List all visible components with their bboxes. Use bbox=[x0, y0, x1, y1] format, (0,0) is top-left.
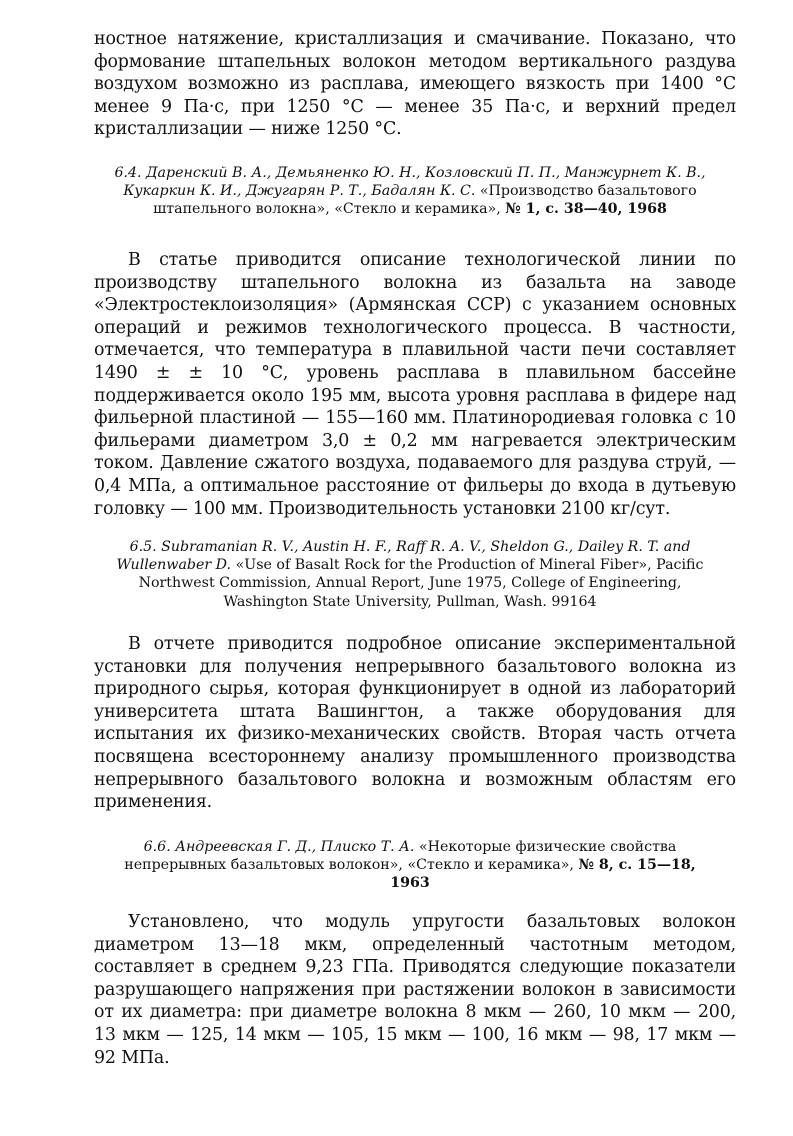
reference-authors: 6.5. Subramanian R. V., Austin H. F., Raff R. A. V., Sheldon G., Dailey R. T. and Wullenwaber D. bbox=[116, 539, 691, 574]
reference-details: № 8, с. 15—18, 1963 bbox=[390, 857, 696, 892]
paragraph-continuation: ностное натяжение, кристаллизация и смачивание. Показано, что формование штапельных волокон методом вертикального раздува воздухом возможно из расплава, имеющего вязкость при 1400 °С менее 9 Па·с, при 1250 °С — менее 35 Па·с, и верхний предел кристаллизации — ниже 1250 °С. bbox=[94, 29, 736, 140]
reference-6-5 bbox=[110, 538, 710, 611]
reference-authors: 6.4. Даренский В. А., Демьяненко Ю. Н., Козловский П. П., Манжурнет К. В., Кукаркин К. И., Джугарян Р. Т., Бадалян К. С. bbox=[114, 165, 706, 200]
paragraph-abstract-6-6: Установлено, что модуль упругости базальтовых волокон диаметром 13—18 мкм, определенный частотным методом, составляет в среднем 9,23 ГПа. Приводятся следующие показатели разрушающего напряжения при растяжении волокон в зависимости от их диаметра: при диаметре волокна 8 мкм — 260, 10 мкм — 200, 13 мкм — 125, 14 мкм — 105, 15 мкм — 100, 16 мкм — 98, 17 мкм — 92 МПа. bbox=[94, 912, 736, 1068]
reference-6-6 bbox=[110, 838, 710, 893]
reference-title: «Некоторые физические свойства непрерывных базальтовых волокон», «Стекло и керамика», bbox=[124, 839, 677, 874]
paragraph-abstract-6-5: В отчете приводится подробное описание экспериментальной установки для получения непрерывного базальтового волокна из природного сырья, которая функционирует в одной из лабораторий университета штата Вашингтон, а также оборудования для испытания их физико-механических свойств. Вторая часть отчета посвящена всестороннему анализу промышленного производства непрерывного базальтового волокна и возможным областям его применения. bbox=[94, 634, 736, 813]
reference-6-4 bbox=[110, 164, 710, 219]
reference-title: «Производство базальтового штапельного волокна», «Стекло и керамика», bbox=[153, 183, 697, 218]
reference-authors: 6.6. Андреевская Г. Д., Плиско Т. А. bbox=[143, 839, 415, 855]
paragraph-abstract-6-4: В статье приводится описание технологической линии по производству штапельного волокна из базальта на заводе «Электростеклоизоляция» (Армянская ССР) с указанием основных операций и режимов технологического процесса. В частности, отмечается, что температура в плавильной части печи составляет 1490 ± ± 10 °С, уровень расплава в плавильном бассейне поддерживается около 195 мм, высота уровня расплава в фидере над фильерной пластиной — 155—160 мм. Платинородиевая головка с 10 фильерами диаметром 3,0 ± 0,2 мм нагревается электрическим током. Давление сжатого воздуха, подаваемого для раздува струй, — 0,4 МПа, а оптимальное расстояние от фильеры до входа в дутьевую головку — 100 мм. Производительность установки 2100 кг/сут. bbox=[94, 250, 736, 519]
reference-details: № 1, с. 38—40, 1968 bbox=[505, 201, 667, 218]
reference-title: «Use of Basalt Rock for the Production of Mineral Fiber», Pacific Northwest Commission, Annual Report, June 1975, College of Engineering, Washington State University, Pullman, Wash. 99164 bbox=[138, 557, 704, 610]
